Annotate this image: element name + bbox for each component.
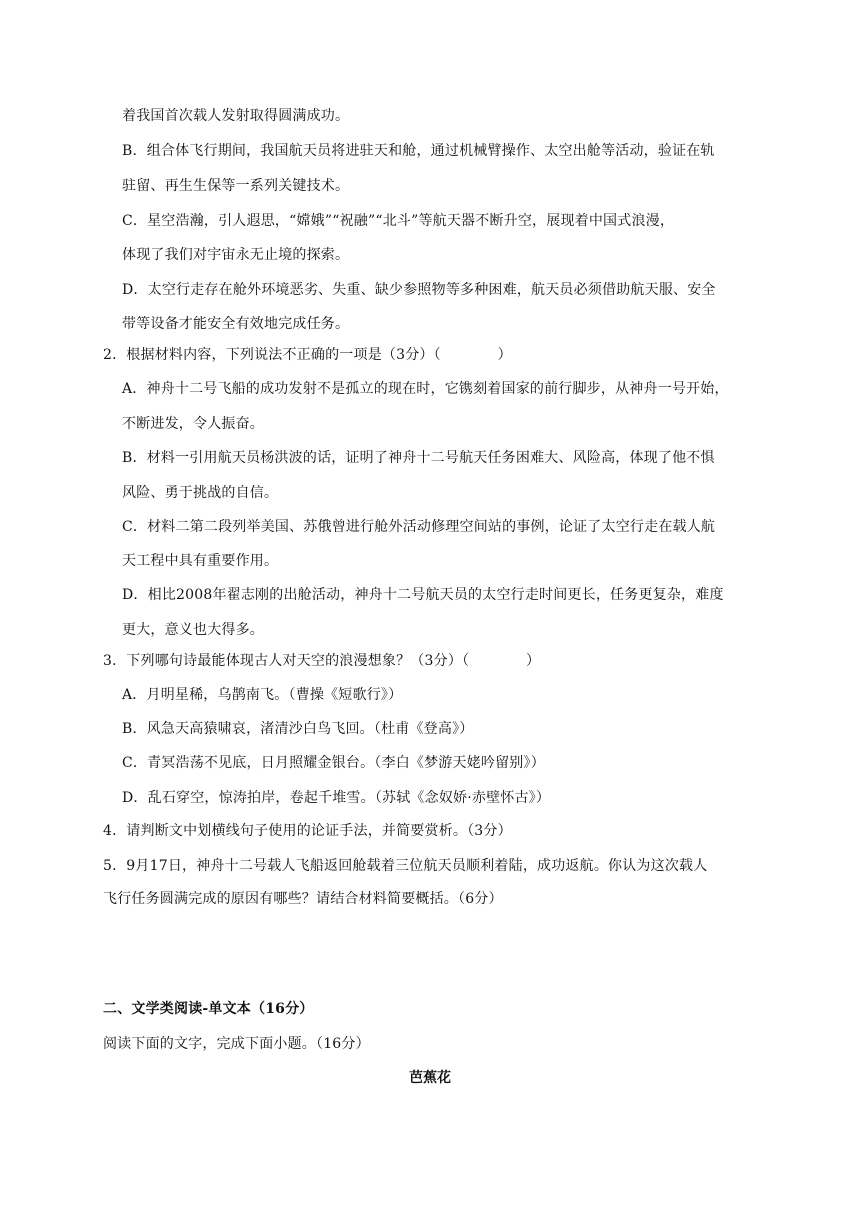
q2-option-a-continued: 不断进发，令人振奋。: [122, 416, 264, 432]
q1-option-c-continued: 体现了我们对宇宙永无止境的探索。: [122, 247, 350, 263]
section-instruction: 阅读下面的文字，完成下面小题。（16分）: [103, 1036, 370, 1052]
question-3: 3．下列哪句诗最能体现古人对天空的浪漫想象？（3分）（ ）: [103, 653, 541, 669]
q2-option-b-continued: 风险、勇于挑战的自信。: [122, 485, 279, 501]
question-5-continued: 飞行任务圆满完成的原因有哪些？请结合材料简要概括。（6分）: [103, 891, 503, 907]
q2-option-c: C．材料二第二段列举美国、苏俄曾进行舱外活动修理空间站的事例，论证了太空行走在载人航: [122, 519, 716, 535]
q1-option-c: C．星空浩瀚，引人遐思，“嫦娥”“祝融”“北斗”等航天器不断升空，展现着中国式浪漫，: [122, 213, 675, 229]
question-5: 5．9月17日，神舟十二号载人飞船返回舱载着三位航天员顺利着陆，成功返航。你认为这次载人: [103, 858, 708, 874]
question-2: 2．根据材料内容，下列说法不正确的一项是（3分）（ ）: [103, 347, 512, 363]
q2-option-b: B．材料一引用航天员杨洪波的话，证明了神舟十二号航天任务困难大、风险高，体现了他不惧: [122, 450, 715, 466]
q3-option-d: D．乱石穿空，惊涛拍岸，卷起千堆雪。（苏轼《念奴娇·赤壁怀古》）: [122, 790, 551, 806]
q2-option-a: A．神舟十二号飞船的成功发射不是孤立的现在时，它镌刻着国家的前行脚步，从神舟一号开始，: [122, 381, 729, 397]
q3-option-c: C．青冥浩荡不见底，日月照耀金银台。（李白《梦游天姥吟留别》）: [122, 755, 545, 771]
q1-option-a-continued: 着我国首次载人发射取得圆满成功。: [122, 108, 350, 124]
section-heading: 二、文学类阅读-单文本（16分）: [103, 1001, 314, 1017]
q1-option-b: B．组合体飞行期间，我国航天员将进驻天和舱，通过机械臂操作、太空出舱等活动，验证在轨: [122, 143, 715, 159]
q1-option-d-continued: 带等设备才能安全有效地完成任务。: [122, 316, 350, 332]
q1-option-b-continued: 驻留、再生生保等一系列关键技术。: [122, 178, 350, 194]
q2-option-d: D．相比2008年翟志刚的出舱活动，神舟十二号航天员的太空行走时间更长，任务更复杂，难度: [122, 587, 724, 603]
q2-option-d-continued: 更大，意义也大得多。: [122, 622, 264, 638]
q1-option-d: D．太空行走存在舱外环境恶劣、失重、缺少参照物等多种困难，航天员必须借助航天服、安全: [122, 282, 716, 298]
q2-option-c-continued: 天工程中具有重要作用。: [122, 553, 279, 569]
q3-option-b: B．风急天高猿啸哀，渚清沙白鸟飞回。（杜甫《登高》）: [122, 721, 474, 737]
passage-title: 芭蕉花: [409, 1070, 451, 1086]
q3-option-a: A．月明星稀，乌鹊南飞。（曹操《短歌行》）: [122, 687, 403, 703]
question-4: 4．请判断文中划横线句子使用的论证手法，并简要赏析。（3分）: [103, 823, 512, 839]
